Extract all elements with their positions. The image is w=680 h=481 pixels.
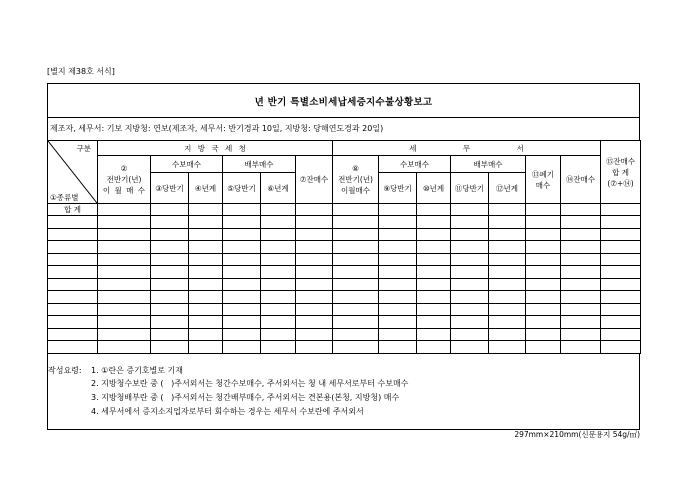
table-row — [48, 341, 641, 354]
table-cell — [189, 316, 223, 329]
table-cell — [151, 253, 189, 266]
table-cell — [417, 328, 451, 341]
table-cell — [379, 216, 417, 229]
total-remaining-header — [601, 141, 641, 204]
table-cell — [151, 316, 189, 329]
table-cell — [526, 253, 561, 266]
table-cell — [379, 316, 417, 329]
table-cell — [561, 278, 601, 291]
table-cell — [451, 216, 489, 229]
table-cell — [379, 204, 417, 216]
table-cell — [98, 291, 151, 304]
table-cell — [417, 278, 451, 291]
table-cell — [417, 241, 451, 254]
table-cell — [333, 253, 379, 266]
table-cell — [98, 241, 151, 254]
table-cell — [526, 241, 561, 254]
instructions-label: 작성요령: — [48, 365, 82, 375]
table-cell — [296, 241, 333, 254]
table-cell — [417, 303, 451, 316]
header-row — [48, 156, 641, 173]
table-cell — [48, 303, 98, 316]
table-cell — [333, 303, 379, 316]
table-cell — [417, 316, 451, 329]
table-cell — [526, 316, 561, 329]
table-cell — [223, 291, 261, 304]
regional-carried-over-line1: 전반기(년) — [106, 175, 142, 184]
table-cell — [189, 253, 223, 266]
table-cell — [98, 303, 151, 316]
table-cell — [151, 278, 189, 291]
regional-received-current-header: ③당반기 — [151, 173, 189, 204]
table-cell — [333, 216, 379, 229]
table-cell — [151, 228, 189, 241]
table-cell — [296, 253, 333, 266]
table-cell — [561, 216, 601, 229]
table-cell — [379, 278, 417, 291]
table-cell — [561, 266, 601, 279]
reporting-schedule: 제조자, 세무서: 기보 지방청: 연보(제조자, 세무서: 반기경과 10일, 지방청: 당해연도경과 20일) — [47, 118, 640, 140]
table-cell — [379, 253, 417, 266]
table-cell — [223, 253, 261, 266]
table-cell — [451, 266, 489, 279]
table-cell — [561, 291, 601, 304]
table-cell — [561, 303, 601, 316]
header-row — [48, 141, 641, 156]
table-cell — [223, 241, 261, 254]
tax-carried-over-header — [333, 156, 379, 204]
table-cell — [489, 228, 526, 241]
table-cell — [489, 204, 526, 216]
table-cell — [48, 328, 98, 341]
table-cell — [151, 303, 189, 316]
regional-received-year-header: ④년계 — [189, 173, 223, 204]
table-cell — [48, 253, 98, 266]
table-cell — [189, 266, 223, 279]
total-remaining-line2: 합 계 — [612, 167, 629, 177]
table-cell — [379, 303, 417, 316]
type-header: ①종류별 — [50, 193, 79, 202]
table-cell — [296, 266, 333, 279]
title-band — [47, 83, 640, 118]
table-cell — [489, 341, 526, 354]
table-cell — [379, 228, 417, 241]
tax-discarded-line1: ⑬폐기 — [532, 169, 555, 179]
table-cell — [526, 216, 561, 229]
table-cell — [261, 266, 296, 279]
table-cell — [489, 328, 526, 341]
table-cell — [151, 266, 189, 279]
table-cell — [261, 328, 296, 341]
report-form — [47, 83, 640, 430]
tax-office-header: 세 무 서 — [333, 141, 601, 156]
table-cell — [601, 278, 641, 291]
instruction-item: 2. 지방청수보란 중 ( )주서외서는 청간수보매수, 주서외서는 청 내 세무서로부터 수보매수 — [91, 379, 409, 389]
table-cell — [98, 204, 151, 216]
table-cell — [333, 341, 379, 354]
table-cell — [601, 204, 641, 216]
table-cell — [98, 253, 151, 266]
total-row — [48, 204, 641, 216]
table-cell — [417, 266, 451, 279]
regional-received-header: 수보매수 — [151, 156, 223, 173]
table-cell — [189, 341, 223, 354]
table-cell — [296, 328, 333, 341]
table-cell — [561, 204, 601, 216]
table-cell — [379, 266, 417, 279]
table-cell — [48, 241, 98, 254]
table-cell — [223, 228, 261, 241]
table-cell — [261, 204, 296, 216]
table-cell — [379, 241, 417, 254]
table-row — [48, 328, 641, 341]
table-row — [48, 316, 641, 329]
tax-distributed-header: 배부매수 — [451, 156, 526, 173]
regional-carried-over-header — [98, 156, 151, 204]
table-cell — [189, 278, 223, 291]
table-cell — [296, 228, 333, 241]
table-cell — [489, 241, 526, 254]
table-cell — [561, 328, 601, 341]
table-cell — [333, 328, 379, 341]
table-cell — [48, 228, 98, 241]
table-cell — [261, 253, 296, 266]
table-cell — [417, 204, 451, 216]
total-remaining-line3: (⑦+⑭) — [607, 178, 634, 188]
table-cell — [261, 303, 296, 316]
table-cell — [601, 216, 641, 229]
table-cell — [601, 303, 641, 316]
table-cell — [189, 303, 223, 316]
table-cell — [98, 216, 151, 229]
table-cell — [601, 253, 641, 266]
tax-carried-over-line2: 이월매수 — [341, 186, 371, 195]
corner-inner — [48, 141, 97, 203]
table-cell — [223, 316, 261, 329]
table-cell — [223, 303, 261, 316]
table-cell — [379, 291, 417, 304]
table-cell — [333, 241, 379, 254]
regional-carried-over-number: ② — [120, 164, 128, 173]
table-cell — [451, 303, 489, 316]
table-cell — [526, 341, 561, 354]
table-cell — [223, 266, 261, 279]
table-cell — [333, 204, 379, 216]
table-cell — [451, 291, 489, 304]
tax-distributed-year-header: ⑫년계 — [489, 173, 526, 204]
table-cell — [151, 204, 189, 216]
table-cell — [48, 278, 98, 291]
table-cell — [601, 266, 641, 279]
instructions-section — [47, 354, 640, 430]
table-cell — [601, 241, 641, 254]
table-cell — [417, 228, 451, 241]
table-cell — [379, 341, 417, 354]
table-row — [48, 241, 641, 254]
table-cell — [451, 316, 489, 329]
table-cell — [526, 303, 561, 316]
table-cell — [151, 291, 189, 304]
table-cell — [601, 316, 641, 329]
form-number-label: [별지 제38호 서식] — [47, 67, 115, 76]
table-cell — [296, 303, 333, 316]
table-cell — [296, 204, 333, 216]
tax-received-year-header: ⑩년계 — [417, 173, 451, 204]
table-cell — [526, 228, 561, 241]
table-cell — [489, 253, 526, 266]
corner-cell — [48, 141, 98, 204]
table-cell — [296, 216, 333, 229]
table-cell — [561, 341, 601, 354]
table-cell — [451, 228, 489, 241]
table-cell — [561, 253, 601, 266]
table-cell — [151, 241, 189, 254]
tax-received-header: 수보매수 — [379, 156, 451, 173]
table-row — [48, 291, 641, 304]
table-cell — [417, 291, 451, 304]
regional-office-header: 지 방 국 세 청 — [98, 141, 333, 156]
table-cell — [333, 316, 379, 329]
instruction-item: 1. ①란은 증기호별로 기재 — [91, 365, 183, 375]
table-cell — [526, 328, 561, 341]
regional-distributed-year-header: ⑥년계 — [261, 173, 296, 204]
table-cell — [223, 216, 261, 229]
table-cell — [451, 241, 489, 254]
status-table — [47, 140, 641, 354]
table-cell — [489, 278, 526, 291]
table-cell — [48, 316, 98, 329]
table-cell — [417, 341, 451, 354]
table-cell — [261, 316, 296, 329]
table-cell — [151, 328, 189, 341]
category-header: 구분 — [76, 144, 91, 153]
paper-size-note: 297mm×210mm(신문용지 54g/㎡) — [514, 430, 640, 439]
table-cell — [261, 291, 296, 304]
table-cell — [601, 341, 641, 354]
instructions-list — [48, 364, 639, 419]
table-cell — [489, 291, 526, 304]
table-cell — [451, 204, 489, 216]
table-cell — [296, 316, 333, 329]
table-cell — [48, 291, 98, 304]
instruction-item: 3. 지방청배부란 중 ( )주서외서는 청간배부매수, 주서외서는 견본용(본청, 지방청) 매수 — [91, 392, 400, 402]
table-row — [48, 278, 641, 291]
tax-carried-over-line1: 전반기(년) — [338, 175, 373, 184]
table-cell — [189, 241, 223, 254]
table-cell — [189, 228, 223, 241]
table-cell — [48, 216, 98, 229]
regional-carried-over-line2: 이 월 매 수 — [102, 186, 146, 195]
table-cell — [98, 316, 151, 329]
table-body — [48, 141, 641, 354]
table-cell — [48, 341, 98, 354]
table-cell — [526, 278, 561, 291]
table-cell — [489, 316, 526, 329]
tax-discarded-line2: 매수 — [535, 180, 551, 190]
tax-received-current-header: ⑨당반기 — [379, 173, 417, 204]
table-cell — [261, 341, 296, 354]
table-cell — [98, 328, 151, 341]
table-cell — [417, 253, 451, 266]
form-title: 년 반기 특별소비세납세증지수불상황보고 — [254, 96, 433, 108]
table-cell — [223, 204, 261, 216]
table-row — [48, 228, 641, 241]
table-cell — [98, 228, 151, 241]
table-cell — [379, 328, 417, 341]
table-cell — [296, 341, 333, 354]
table-cell — [333, 228, 379, 241]
table-cell — [223, 328, 261, 341]
regional-distributed-header: 배부매수 — [223, 156, 296, 173]
table-cell — [261, 216, 296, 229]
table-cell — [261, 241, 296, 254]
tax-distributed-current-header: ⑪당반기 — [451, 173, 489, 204]
total-row-label: 합 계 — [48, 204, 98, 216]
total-remaining-line1: ⑮잔매수 — [605, 156, 636, 166]
table-cell — [561, 316, 601, 329]
table-cell — [189, 291, 223, 304]
table-cell — [98, 341, 151, 354]
table-cell — [333, 266, 379, 279]
table-cell — [189, 204, 223, 216]
table-cell — [489, 216, 526, 229]
table-cell — [261, 228, 296, 241]
table-cell — [451, 328, 489, 341]
table-row — [48, 216, 641, 229]
table-cell — [451, 341, 489, 354]
table-cell — [98, 266, 151, 279]
table-cell — [189, 216, 223, 229]
table-cell — [601, 328, 641, 341]
instruction-item: 4. 세무서에서 증지소지업자로부터 회수하는 경우는 세무서 수보란에 주서외서 — [91, 406, 364, 416]
table-cell — [98, 278, 151, 291]
regional-remaining-header: ⑦잔매수 — [296, 156, 333, 204]
table-cell — [451, 278, 489, 291]
tax-discarded-header — [526, 156, 561, 204]
table-cell — [526, 291, 561, 304]
table-cell — [451, 253, 489, 266]
tax-carried-over-number: ⑧ — [352, 164, 359, 173]
table-cell — [561, 241, 601, 254]
table-cell — [489, 266, 526, 279]
table-row — [48, 303, 641, 316]
table-cell — [261, 278, 296, 291]
table-cell — [223, 278, 261, 291]
regional-distributed-current-header: ⑤당반기 — [223, 173, 261, 204]
table-cell — [223, 341, 261, 354]
table-cell — [601, 291, 641, 304]
table-cell — [489, 303, 526, 316]
table-cell — [526, 204, 561, 216]
table-cell — [296, 291, 333, 304]
table-cell — [151, 341, 189, 354]
table-cell — [561, 228, 601, 241]
tax-remaining-header: ⑭잔매수 — [561, 156, 601, 204]
table-cell — [526, 266, 561, 279]
table-cell — [189, 328, 223, 341]
table-cell — [48, 266, 98, 279]
table-row — [48, 266, 641, 279]
table-cell — [333, 278, 379, 291]
table-row — [48, 253, 641, 266]
table-cell — [151, 216, 189, 229]
table-cell — [417, 216, 451, 229]
table-cell — [601, 228, 641, 241]
table-cell — [333, 291, 379, 304]
table-cell — [296, 278, 333, 291]
